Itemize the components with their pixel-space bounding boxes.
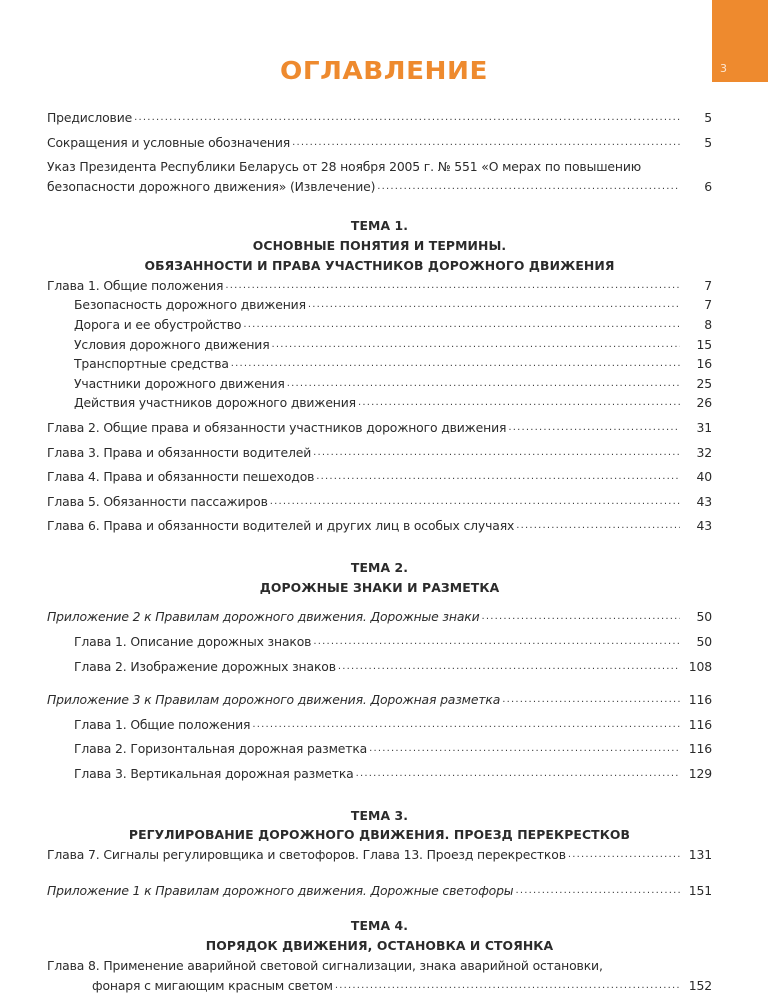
toc-entry-label: Участники дорожного движения [47,374,287,394]
toc-entry-page: 32 [696,444,712,460]
toc-entry[interactable] [47,690,712,710]
toc-entry-label: Глава 7. Сигналы регулировщика и светофоров. Глава 13. Проезд перекрестков [47,845,568,865]
dot-leader [335,976,680,996]
dot-leader [515,881,680,901]
toc-entry-page: 7 [704,297,712,313]
toc-entry-label: Глава 2. Изображение дорожных знаков [47,657,338,677]
toc-entry-page: 8 [704,316,712,332]
theme-number: ТЕМА 1. [350,218,409,234]
table-of-contents [47,108,712,995]
toc-entry-label: Глава 2. Общие права и обязанности участников дорожного движения [47,418,508,438]
theme-heading-4 [47,916,712,956]
dot-leader [508,418,680,438]
toc-entry[interactable] [47,443,712,463]
dot-leader [316,467,680,487]
toc-entry-label-line1: Глава 8. Применение аварийной световой сигнализации, знака аварийной остановки, [47,958,603,974]
dot-leader [308,295,680,315]
toc-entry[interactable] [47,715,712,735]
dot-leader [502,690,680,710]
toc-entry-label: Условия дорожного движения [47,335,272,355]
toc-entry-label: Транспортные средства [47,354,231,374]
dot-leader [356,764,680,784]
theme-number: ТЕМА 4. [350,918,409,934]
theme-title-line: ОБЯЗАННОСТИ И ПРАВА УЧАСТНИКОВ ДОРОЖНОГО ДВИЖЕНИЯ [144,257,615,273]
toc-entry-page: 40 [696,469,712,485]
dot-leader [313,443,680,463]
toc-entry[interactable] [47,295,712,315]
toc-entry-label: Приложение 3 к Правилам дорожного движения. Дорожная разметка [47,690,502,710]
toc-entry-page: 116 [688,741,712,757]
toc-entry-label: Действия участников дорожного движения [47,393,358,413]
toc-entry[interactable] [47,467,712,487]
toc-entry[interactable] [47,418,712,438]
toc-entry-page: 152 [688,977,712,993]
dot-leader [338,657,680,677]
toc-entry-page: 116 [688,716,712,732]
theme-heading-1 [47,216,712,275]
theme-number: ТЕМА 2. [350,559,409,575]
toc-entry-page: 43 [696,493,712,509]
page-number: 3 [720,62,727,75]
toc-entry[interactable] [47,956,712,995]
dot-leader [313,632,680,652]
theme-title-line: ДОРОЖНЫЕ ЗНАКИ И РАЗМЕТКА [259,579,500,595]
toc-entry-label: Сокращения и условные обозначения [47,133,292,153]
toc-entry-label: Предисловие [47,108,134,128]
toc-entry-label: Дорога и ее обустройство [47,315,243,335]
toc-entry-page: 15 [696,336,712,352]
toc-entry-label: Глава 3. Права и обязанности водителей [47,443,313,463]
toc-entry[interactable] [47,607,712,627]
theme-title-line: ПОРЯДОК ДВИЖЕНИЯ, ОСТАНОВКА И СТОЯНКА [205,938,554,954]
toc-entry[interactable] [47,393,712,413]
toc-entry-label: Безопасность дорожного движения [47,295,308,315]
toc-entry-page: 108 [688,658,712,674]
dot-leader [134,108,680,128]
toc-entry-page: 50 [696,634,712,650]
dot-leader [292,133,680,153]
toc-entry-page: 43 [696,518,712,534]
dot-leader [225,276,680,296]
toc-entry[interactable] [47,764,712,784]
dot-leader [568,845,680,865]
toc-entry-page: 116 [688,692,712,708]
toc-entry-label: Глава 5. Обязанности пассажиров [47,492,270,512]
toc-entry[interactable] [47,739,712,759]
page-title: ОГЛАВЛЕНИЕ [279,56,489,85]
toc-entry-page: 5 [704,110,712,125]
toc-entry-label-line2: безопасности дорожного движения» (Извлечение) [47,177,377,197]
toc-entry-label: Глава 1. Общие положения [47,715,252,735]
toc-entry[interactable] [47,657,712,677]
toc-entry-page: 129 [688,766,712,782]
dot-leader [482,607,680,627]
dot-leader [243,315,680,335]
toc-entry[interactable] [47,315,712,335]
toc-entry-page: 31 [696,419,712,435]
toc-entry-page: 50 [696,609,712,625]
toc-entry-page: 6 [704,178,712,194]
toc-entry-page: 5 [704,134,712,150]
toc-entry[interactable] [47,632,712,652]
toc-entry[interactable] [47,157,712,196]
dot-leader [287,374,680,394]
dot-leader [377,177,680,197]
dot-leader [516,516,680,536]
toc-entry-label: Приложение 1 к Правилам дорожного движения. Дорожные светофоры [47,881,515,901]
theme-heading-3 [47,806,712,846]
toc-entry[interactable] [47,108,712,128]
toc-entry-label: Глава 1. Общие положения [47,276,225,296]
dot-leader [270,492,680,512]
dot-leader [358,393,680,413]
toc-entry[interactable] [47,133,712,153]
toc-entry-label: Глава 4. Права и обязанности пешеходов [47,467,316,487]
toc-entry-label: Глава 2. Горизонтальная дорожная разметка [47,739,369,759]
toc-entry-page: 16 [696,356,712,372]
toc-entry-label-line2: фонаря с мигающим красным светом [47,976,335,996]
toc-entry-page: 7 [704,277,712,293]
toc-entry-page: 25 [696,375,712,391]
toc-entry[interactable] [47,276,712,296]
theme-heading-2 [47,558,712,598]
dot-leader [272,335,681,355]
dot-leader [231,354,680,374]
toc-entry[interactable] [47,492,712,512]
theme-title-line: ОСНОВНЫЕ ПОНЯТИЯ И ТЕРМИНЫ. [252,238,507,254]
toc-entry-label: Глава 1. Описание дорожных знаков [47,632,313,652]
theme-number: ТЕМА 3. [350,807,409,823]
toc-entry[interactable] [47,354,712,374]
toc-entry-page: 151 [688,882,712,898]
dot-leader [252,715,680,735]
dot-leader [369,739,680,759]
toc-entry-label-line1: Указ Президента Республики Беларусь от 28 ноября 2005 г. № 551 «О мерах по повышению [47,159,642,175]
toc-entry[interactable] [47,516,712,536]
toc-entry-page: 26 [696,395,712,411]
toc-entry[interactable] [47,335,712,355]
toc-entry[interactable] [47,845,712,865]
toc-entry-label: Глава 3. Вертикальная дорожная разметка [47,764,356,784]
toc-entry[interactable] [47,374,712,394]
toc-entry-page: 131 [688,847,712,863]
theme-title-line: РЕГУЛИРОВАНИЕ ДОРОЖНОГО ДВИЖЕНИЯ. ПРОЕЗД ПЕРЕКРЕСТКОВ [128,827,631,843]
toc-entry-label: Глава 6. Права и обязанности водителей и других лиц в особых случаях [47,516,516,536]
toc-entry[interactable] [47,881,712,901]
toc-entry-label: Приложение 2 к Правилам дорожного движения. Дорожные знаки [47,607,482,627]
